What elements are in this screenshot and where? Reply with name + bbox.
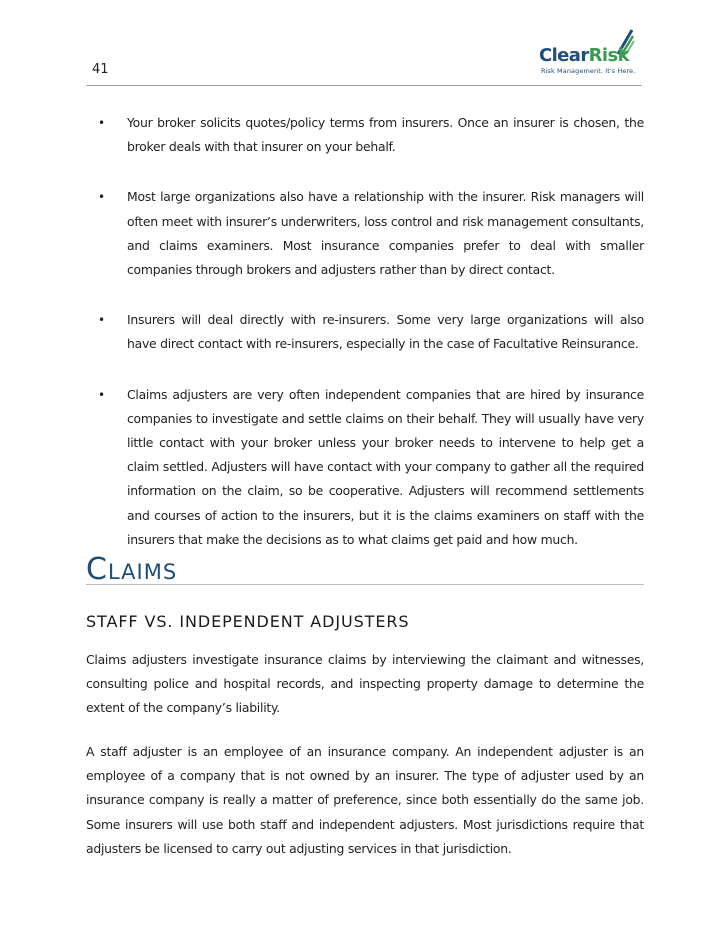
bullet-text: Claims adjusters are very often independent companies that are hired by insurance companies to investigate and settle claims on their behalf. They will usually have very little contact with your broker unless your broker needs to intervene to help get a claim settled. Adjusters will have contact with your company to gather all the required information on the claim, so be cooperative. Adjusters will recommend settlements and courses of action to the insurers, but it is the claims examiners on staff with the insurers that make the decisions as to what claims get paid and how much. — [127, 386, 644, 547]
bullet-icon: • — [98, 116, 105, 130]
logo-wordmark — [539, 45, 629, 66]
subheading: STAFF VS. INDEPENDENT ADJUSTERS — [86, 612, 410, 631]
bullet-text: Most large organizations also have a relationship with the insurer. Risk managers will often meet with insurer’s underwriters, loss control and risk management consultants, and claims examiners. Most insurance companies prefer to deal with smaller companies through brokers and adjusters rather than by direct contact. — [127, 189, 644, 278]
section-divider — [86, 584, 644, 585]
bullet-text: Your broker solicits quotes/policy terms from insurers. Once an insurer is chosen, the broker deals with that insurer on your behalf. — [127, 115, 644, 155]
bullet-text: Insurers will deal directly with re-insurers. Some very large organizations will also have direct contact with re-insurers, especially in the case of Facultative Reinsurance. — [127, 312, 644, 352]
logo-tagline: Risk Management. It's Here. — [541, 67, 636, 75]
header-divider — [86, 85, 642, 86]
bullet-list — [86, 111, 644, 578]
list-item — [86, 308, 644, 356]
bullet-icon: • — [98, 190, 105, 205]
list-item — [86, 383, 644, 552]
clearrisk-logo — [537, 28, 637, 76]
section-title-rest: LAIMS — [107, 560, 178, 584]
section-title-initial: C — [86, 552, 108, 587]
logo-word-clear: Clear — [539, 45, 589, 66]
list-item — [86, 111, 644, 159]
logo-word-risk: Risk — [588, 45, 629, 66]
bullet-icon: • — [98, 387, 105, 402]
paragraph: A staff adjuster is an employee of an insurance company. An independent adjuster is an employee of a company that is not owned by an insurer. The type of adjuster used by an insurance company is really a matter of preference, since both essentially do the same job. Some insurers will use both staff and independent adjusters. Most jurisdictions require that adjusters be licensed to carry out adjusting services in that jurisdiction. — [86, 744, 644, 856]
section-title — [86, 552, 177, 587]
list-item — [86, 185, 644, 282]
page-number: 41 — [92, 62, 109, 77]
paragraph: Claims adjusters investigate insurance claims by interviewing the claimant and witnesses, consulting police and hospital records, and inspecting property damage to determine the extent of the company’s liability. — [86, 652, 644, 716]
bullet-icon: • — [98, 313, 105, 328]
